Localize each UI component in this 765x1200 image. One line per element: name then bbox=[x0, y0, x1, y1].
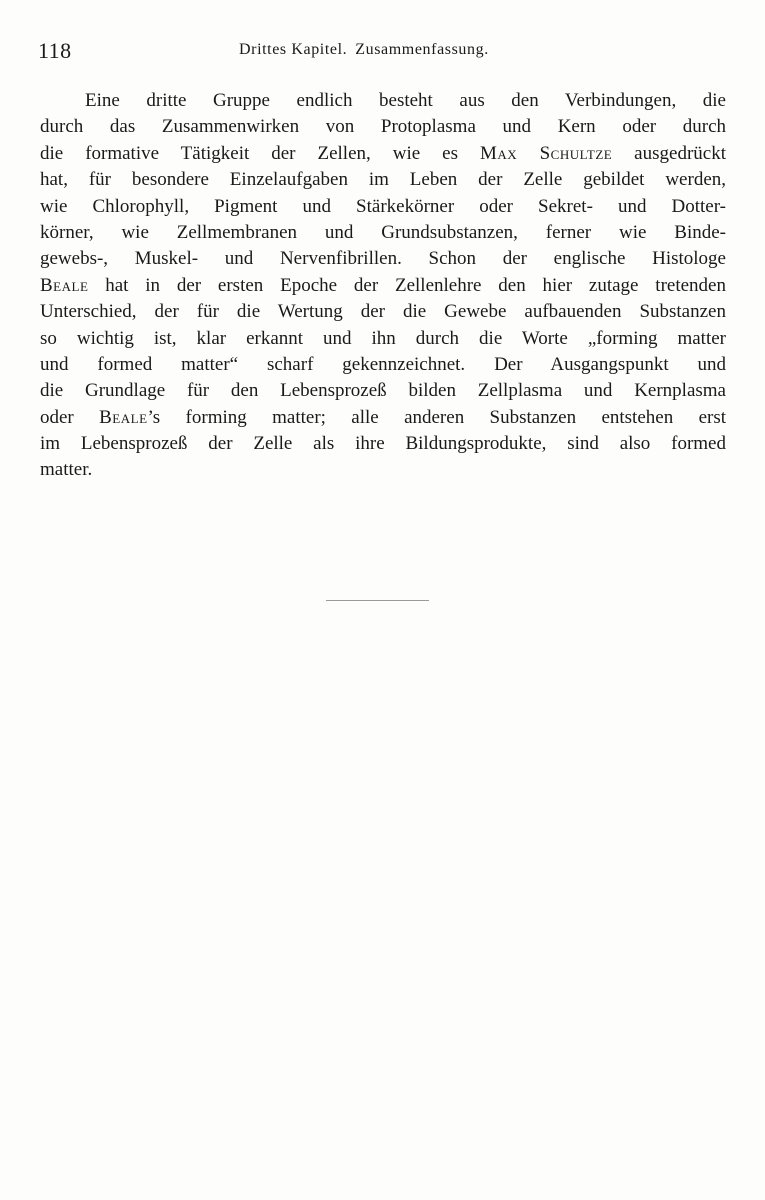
paragraph-line: Eine dritte Gruppe endlich besteht aus den Verbindungen, die bbox=[85, 90, 726, 111]
line-text: oder bbox=[40, 406, 100, 428]
paragraph-line: wie Chlorophyll, Pigment und Stärkekörner oder Sekret- und Dotter- bbox=[40, 195, 726, 217]
paragraph-line bbox=[40, 273, 726, 299]
line-text: ausgedrückt bbox=[612, 142, 726, 164]
line-text: hat in der ersten Epoche der Zellenlehre den hier zutage tretenden bbox=[88, 274, 726, 296]
page-number: 118 bbox=[38, 38, 72, 63]
paragraph-line: im Lebensprozeß der Zelle als ihre Bildungsprodukte, sind also formed bbox=[40, 433, 726, 455]
author-name-beale: Beale bbox=[99, 406, 148, 428]
paragraph-line: Unterschied, der für die Wertung der die Gewebe aufbauenden Substanzen bbox=[40, 301, 726, 323]
section-title: Zusammenfassung. bbox=[355, 41, 489, 58]
paragraph-line: durch das Zusammenwirken von Protoplasma und Kern oder durch bbox=[40, 116, 726, 138]
line-text: die formative Tätigkeit der Zellen, wie es bbox=[40, 142, 480, 164]
section-end-rule bbox=[326, 600, 429, 601]
running-title bbox=[239, 41, 489, 59]
paragraph-line: gewebs-, Muskel- und Nervenfibrillen. Schon der englische Histologe bbox=[40, 248, 726, 270]
paragraph-line: matter. bbox=[40, 459, 93, 481]
paragraph-line: so wichtig ist, klar erkannt und ihn durch die Worte „forming matter bbox=[40, 327, 726, 349]
chapter-title: Drittes Kapitel. bbox=[239, 41, 348, 58]
paragraph bbox=[40, 88, 726, 484]
paragraph-line: die Grundlage für den Lebensprozeß bilden Zellplasma und Kernplasma bbox=[40, 380, 726, 402]
line-text: ’s forming matter; alle anderen Substanzen entstehen erst bbox=[147, 406, 726, 428]
author-name-beale: Beale bbox=[40, 274, 89, 296]
author-name-schultze: Max Schultze bbox=[479, 142, 613, 164]
paragraph-line: körner, wie Zellmembranen und Grundsubstanzen, ferner wie Binde- bbox=[40, 221, 726, 243]
running-head bbox=[38, 38, 726, 64]
paragraph-line: und formed matter“ scharf gekennzeichnet. Der Ausgangspunkt und bbox=[40, 353, 726, 375]
paragraph-line: hat, für besondere Einzelaufgaben im Leben der Zelle gebildet werden, bbox=[40, 169, 726, 191]
paragraph-line bbox=[40, 141, 726, 167]
paragraph-line bbox=[40, 405, 726, 431]
